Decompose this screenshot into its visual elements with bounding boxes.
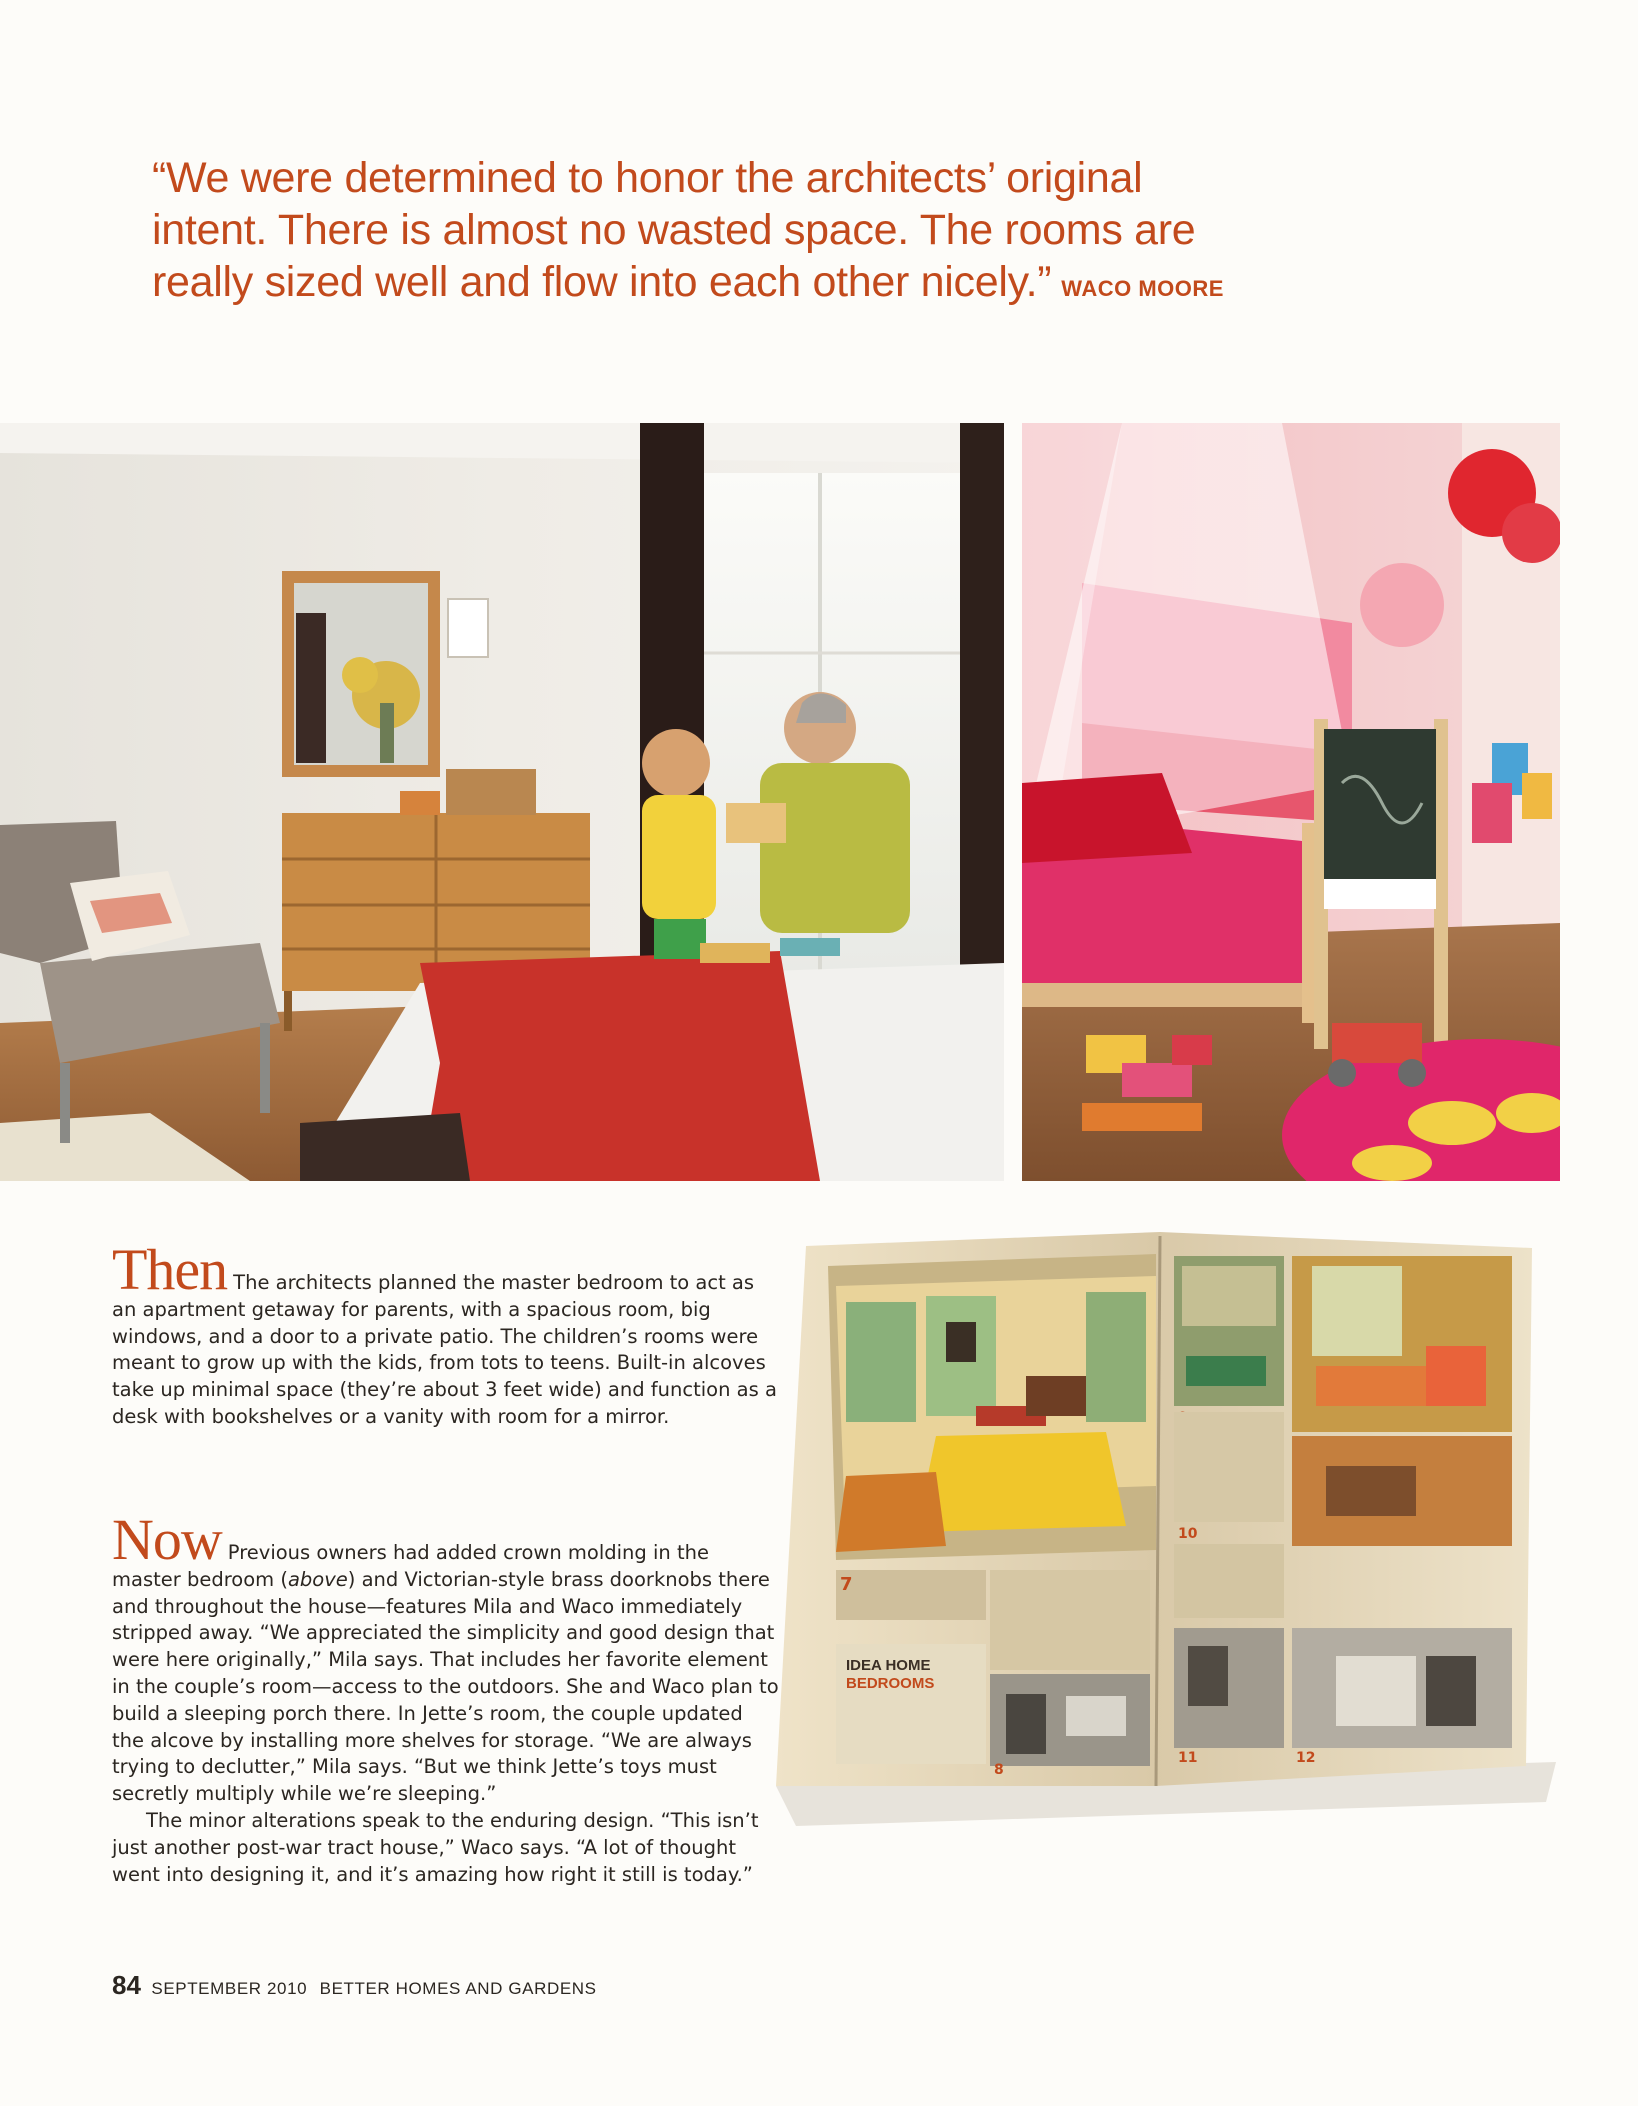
issue-date: SEPTEMBER 2010 (151, 1979, 308, 1998)
now-text-after: ) and Victorian-style brass doorknobs there and throughout the house—features Mila and Waco immediately stripped away. “We appreciated the simplicity and good design that were here originally,” Mila says. That includes her favorite element in the couple’s room—access to the outdoors. She and Waco plan to build a sleeping porch there. In Jette’s room, the couple updated the alcove by installing more shelves for storage. “We are always trying to declutter,” Mila says. “But we think Jette’s toys must secretly multiply while we’re sleeping.” (112, 1567, 779, 1806)
inset-number-11: 11 (1178, 1750, 1198, 1766)
child-bedroom-photo (1022, 423, 1560, 1181)
vintage-magazine-inset (736, 1226, 1556, 1826)
inset-label-line1: IDEA HOME (846, 1657, 931, 1674)
now-text-before: Previous owners had added crown molding in the master bedroom ( (112, 1541, 709, 1591)
master-bedroom-photo (0, 423, 1004, 1181)
pull-quote (152, 152, 1352, 315)
then-paragraph (112, 1237, 780, 1431)
inset-label-line2: BEDROOMS (846, 1675, 935, 1692)
then-section (112, 1237, 780, 1431)
now-heading: Now (112, 1507, 222, 1572)
page-footer (112, 1970, 597, 2001)
pull-quote-line-3-text: really sized well and flow into each other nicely.” (152, 258, 1052, 306)
inset-number-10: 10 (1178, 1526, 1198, 1542)
then-text: The architects planned the master bedroom to act as an apartment getaway for parents, with a spacious room, big windows, and a door to a private patio. The children’s rooms were meant to grow up with the kids, from tots to teens. Built-in alcoves take up minimal space (they’re about 3 feet wide) and function as a desk with bookshelves or a vanity with room for a mirror. (112, 1271, 777, 1428)
quote-attribution: WACO MOORE (1061, 276, 1224, 301)
pull-quote-line-3 (152, 256, 1352, 315)
now-paragraph-2: The minor alterations speak to the enduring design. “This isn’t just another post-war tract house,” Waco says. “A lot of thought went into designing it, and it’s amazing how right it still is today.” (112, 1808, 759, 1886)
then-heading: Then (112, 1237, 228, 1302)
now-paragraph (112, 1507, 780, 1808)
publication-name: BETTER HOMES AND GARDENS (319, 1979, 597, 1998)
pull-quote-line-1: “We were determined to honor the architects’ original (152, 154, 1143, 202)
inset-number-12: 12 (1296, 1750, 1316, 1766)
inset-number-8: 8 (994, 1762, 1004, 1778)
inset-number-7: 7 (840, 1574, 853, 1595)
now-emphasis: above (287, 1567, 348, 1591)
now-section (112, 1507, 780, 1888)
page-number: 84 (112, 1970, 141, 2000)
pull-quote-line-2: intent. There is almost no wasted space. The rooms are (152, 206, 1196, 254)
